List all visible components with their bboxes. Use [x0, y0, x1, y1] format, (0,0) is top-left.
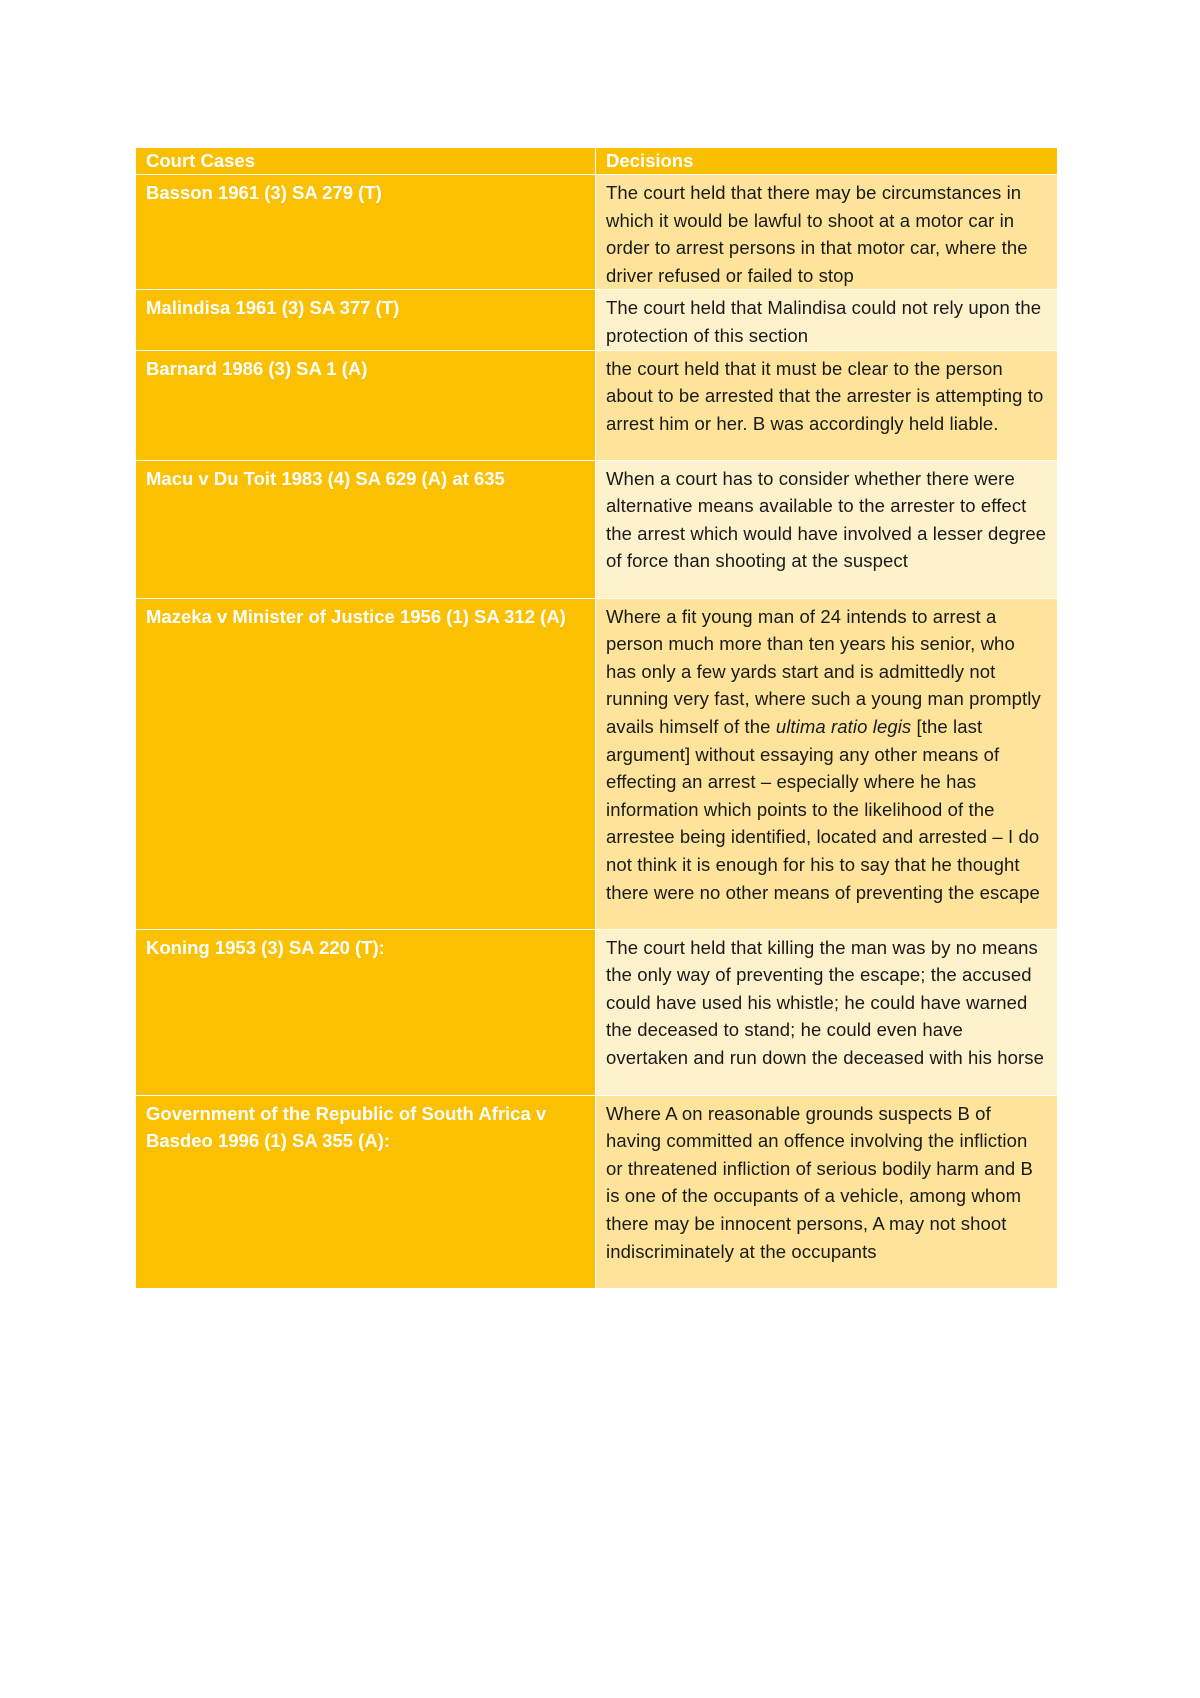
case-decision: When a court has to consider whether there were alternative means available to the arrester to effect the arrest which would have involved a lesser degree of force than shooting at the suspect [596, 460, 1058, 598]
case-decision: The court held that killing the man was by no means the only way of preventing the escape; the accused could have used his whistle; he could have warned the deceased to stand; he could even have overtaken and run down the deceased with his horse [596, 929, 1058, 1095]
decision-text-start: Where a fit young man of 24 intends to arrest a person much more than ten years his senior, who has only a few yards start and is admittedly not running very fast, where such a young man promptly avails himself of the [606, 605, 1041, 737]
decision-latin-phrase: ultima ratio legis [775, 715, 912, 737]
table-row [136, 1095, 1058, 1288]
court-cases-table [135, 147, 1058, 1289]
case-name: Basson 1961 (3) SA 279 (T) [136, 175, 596, 290]
table-row [136, 175, 1058, 290]
case-name: Koning 1953 (3) SA 220 (T): [136, 929, 596, 1095]
case-name: Malindisa 1961 (3) SA 377 (T) [136, 290, 596, 350]
case-name: Macu v Du Toit 1983 (4) SA 629 (A) at 635 [136, 460, 596, 598]
table-header-row [136, 148, 1058, 175]
case-decision [596, 598, 1058, 929]
case-decision: The court held that there may be circumstances in which it would be lawful to shoot at a motor car in order to arrest persons in that motor car, where the driver refused or failed to stop [596, 175, 1058, 290]
table-row [136, 350, 1058, 460]
case-name: Mazeka v Minister of Justice 1956 (1) SA 312 (A) [136, 598, 596, 929]
table-row [136, 929, 1058, 1095]
table-row [136, 460, 1058, 598]
header-decisions: Decisions [596, 148, 1058, 175]
case-name: Barnard 1986 (3) SA 1 (A) [136, 350, 596, 460]
case-name: Government of the Republic of South Africa v Basdeo 1996 (1) SA 355 (A): [136, 1095, 596, 1288]
table-row [136, 290, 1058, 350]
table-row [136, 598, 1058, 929]
header-court-cases: Court Cases [136, 148, 596, 175]
case-decision: The court held that Malindisa could not rely upon the protection of this section [596, 290, 1058, 350]
decision-text-end: [the last argument] without essaying any other means of effecting an arrest – especially where he has information which points to the likelihood of the arrestee being identified, located and arrested – I do not think it is enough for his to say that he thought there were no other means of preventing the escape [606, 715, 1040, 903]
case-decision: the court held that it must be clear to the person about to be arrested that the arrester is attempting to arrest him or her. B was accordingly held liable. [596, 350, 1058, 460]
case-decision: Where A on reasonable grounds suspects B of having committed an offence involving the infliction or threatened infliction of serious bodily harm and B is one of the occupants of a vehicle, among whom there may be innocent persons, A may not shoot indiscriminately at the occupants [596, 1095, 1058, 1288]
